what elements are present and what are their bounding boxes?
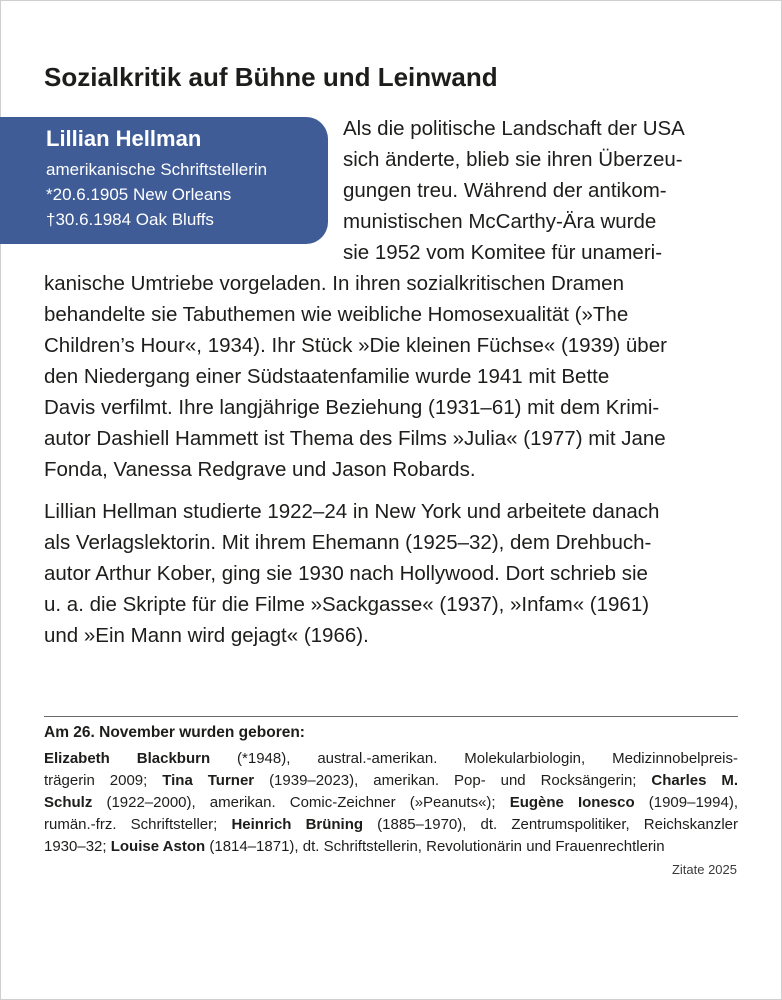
article-paragraph-1 xyxy=(44,113,738,485)
article-body xyxy=(44,113,738,651)
person-name: Heinrich Brüning xyxy=(231,816,364,833)
births-list xyxy=(44,748,738,858)
births-line xyxy=(44,792,738,814)
person-info: trägerin 2009; xyxy=(44,772,163,789)
births-line xyxy=(44,748,738,770)
text-line: sie 1952 vom Komitee für unameri- xyxy=(343,241,663,264)
person-name: Elizabeth Blackburn xyxy=(44,750,211,767)
person-info: (1939–2023), amerikan. Pop- und Rocksängerin; xyxy=(254,772,652,789)
text-line: Als die politische Landschaft der USA xyxy=(343,117,685,140)
person-info: 1930–32; xyxy=(44,838,111,855)
text-line: munistischen McCarthy-Ära wurde xyxy=(343,210,657,233)
text-line: Children’s Hour«, 1934). Ihr Stück »Die kleinen Füchse« (1939) über xyxy=(44,334,667,357)
person-info: (1885–1970), dt. Zentrumspolitiker, Reichskanzler xyxy=(363,816,739,833)
person-info: (*1948), austral.-amerikan. Molekularbiologin, Medizinnobelpreis- xyxy=(210,750,738,767)
person-name: Eugène Ionesco xyxy=(509,794,635,811)
text-line: und »Ein Mann wird gejagt« (1966). xyxy=(44,624,369,647)
footer-label: Zitate 2025 xyxy=(671,862,737,877)
text-line: Lillian Hellman studierte 1922–24 in New York und arbeitete danach xyxy=(44,500,660,523)
text-line: u. a. die Skripte für die Filme »Sackgasse« (1937), »Infam« (1961) xyxy=(44,593,650,616)
person-name: Schulz xyxy=(44,794,93,811)
page-title: Sozialkritik auf Bühne und Leinwand xyxy=(44,62,498,92)
bio-born: *20.6.1905 New Orleans xyxy=(46,185,232,204)
births-line xyxy=(44,770,738,792)
person-name: Louise Aston xyxy=(110,838,206,855)
text-line: behandelte sie Tabuthemen wie weibliche Homosexualität (»The xyxy=(44,303,629,326)
text-line: gungen treu. Während der antikom- xyxy=(343,179,667,202)
births-line xyxy=(44,836,738,858)
person-name: Tina Turner xyxy=(162,772,255,789)
text-line: kanische Umtriebe vorgeladen. In ihren sozialkritischen Dramen xyxy=(44,272,624,295)
person-name: Charles M. xyxy=(651,772,739,789)
births-line xyxy=(44,814,738,836)
text-line: autor Dashiell Hammett ist Thema des Films »Julia« (1977) mit Jane xyxy=(44,427,666,450)
text-line: sich änderte, blieb sie ihren Überzeu- xyxy=(343,148,683,171)
text-line: Davis verfilmt. Ihre langjährige Beziehung (1931–61) mit dem Krimi- xyxy=(44,396,660,419)
bio-died: †30.6.1984 Oak Bluffs xyxy=(46,210,214,229)
text-line: autor Arthur Kober, ging sie 1930 nach Hollywood. Dort schrieb sie xyxy=(44,562,648,585)
bio-role: amerikanische Schriftstellerin xyxy=(46,160,268,179)
text-line: Fonda, Vanessa Redgrave und Jason Robards. xyxy=(44,458,476,481)
text-line: den Niedergang einer Südstaatenfamilie wurde 1941 mit Bette xyxy=(44,365,610,388)
text-line: als Verlagslektorin. Mit ihrem Ehemann (1925–32), dem Drehbuch- xyxy=(44,531,652,554)
bio-name: Lillian Hellman xyxy=(46,126,202,151)
divider xyxy=(44,716,738,717)
births-heading: Am 26. November wurden geboren: xyxy=(44,724,305,741)
person-info: (1922–2000), amerikan. Comic-Zeichner (»Peanuts«); xyxy=(92,794,510,811)
person-info: (1909–1994), xyxy=(634,794,738,811)
person-info: (1814–1871), dt. Schriftstellerin, Revolutionärin und Frauenrechtlerin xyxy=(205,838,665,855)
article-paragraph-2 xyxy=(44,496,738,651)
person-info: rumän.-frz. Schriftsteller; xyxy=(44,816,232,833)
